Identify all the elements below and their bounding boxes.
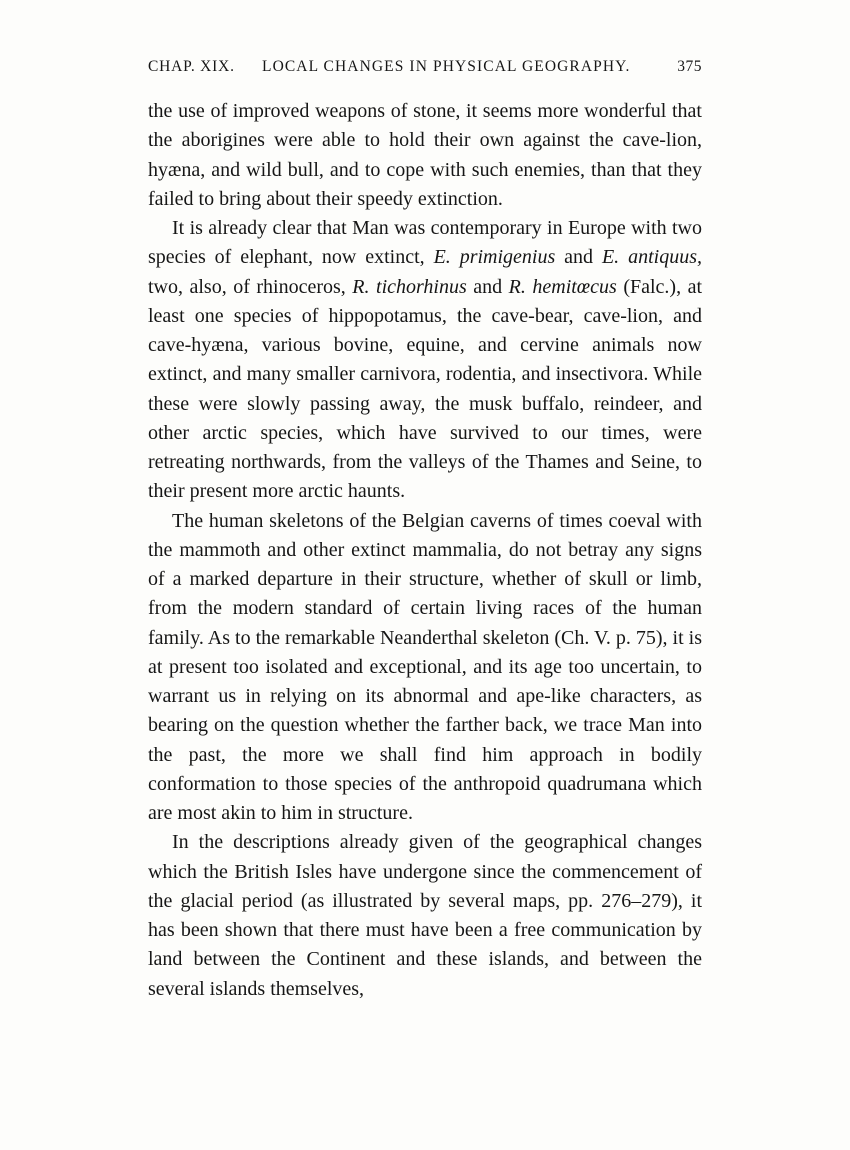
running-head — [148, 58, 702, 82]
species-name-e-primigenius: E. primigenius — [433, 246, 556, 269]
paragraph-1-text: the use of improved weapons of stone, it seems more wonderful that the aborigines were able to hold their own against the cave-lion, hyæna, and wild bull, and to cope with such enemies, than that they failed to bring about their speedy extinction. — [148, 100, 702, 210]
paragraph-4 — [148, 828, 702, 1004]
paragraph-2 — [148, 214, 702, 507]
chapter-label: CHAP. XIX. — [148, 58, 235, 75]
paragraph-2-text-d: and — [466, 275, 509, 298]
paragraph-2-text-a: It is already clear that Man was contemporary in Europe with two species of elephant, now extinct, — [148, 217, 702, 269]
paragraph-2-text-c: two, also, of rhinoceros, — [148, 275, 353, 298]
species-name-r-hemitoecus: R. hemitœcus — [508, 275, 617, 298]
page-number: 375 — [677, 58, 702, 75]
paragraph-1 — [148, 97, 702, 214]
paragraph-4-text: In the descriptions already given of the geographical changes which the British Isles have undergone since the commencement of the glacial period (as illustrated by several maps, pp. 276–279), it has been shown that there must have been a free communication by land between the Continent and these islands, and between the several islands themselves, — [148, 831, 702, 1000]
body-text — [148, 97, 702, 1004]
paragraph-2-text-e: (Falc.), at least one species of hippopotamus, the cave-bear, cave-lion, and cave-hyæna, various bovine, equine, and cervine animals now extinct, and many smaller carnivora, rodentia, and insectivora. While these were slowly passing away, the musk buffalo, reindeer, and other arctic species, which have survived to our times, were retreating northwards, from the valleys of the Thames and Seine, to their present more arctic haunts. — [148, 275, 702, 503]
species-name-e-antiquus: E. antiquus, — [601, 246, 702, 269]
species-name-r-tichorhinus: R. tichorhinus — [352, 275, 467, 298]
paragraph-2-text-b: and — [555, 246, 602, 269]
running-title: LOCAL CHANGES IN PHYSICAL GEOGRAPHY. — [262, 58, 631, 75]
paragraph-3 — [148, 507, 702, 829]
paragraph-3-text: The human skeletons of the Belgian caverns of times coeval with the mammoth and other extinct mammalia, do not betray any signs of a marked departure in their structure, whether of skull or limb, from the modern standard of certain living races of the human family. As to the remarkable Neanderthal skeleton (Ch. V. p. 75), it is at present too isolated and exceptional, and its age too uncertain, to warrant us in relying on its abnormal and ape-like characters, as bearing on the question whether the farther back, we trace Man into the past, the more we shall find him approach in bodily conformation to those species of the anthropoid quadrumana which are most akin to him in structure. — [148, 509, 702, 824]
